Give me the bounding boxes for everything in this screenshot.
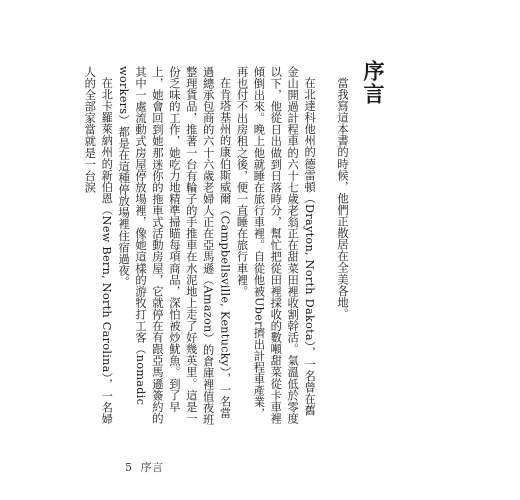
- paragraph-new-bern: 在北卡羅萊納州的新伯恩（New Bern, North Carolina），一名婦人的全部家當就是一台淚: [83, 66, 114, 425]
- chapter-title: 序言: [361, 60, 385, 106]
- page-number: 5: [125, 461, 133, 474]
- paragraph-campbellsville: 在肯塔基州的康伯斯威爾（Campbellsville, Kentucky），一名當過總承包商的六十六歲老婦人正在亞馬遜（Amazon）的倉庫裡值夜班整理貨品，推著一台有輪子的手推車在水泥地上走了好幾英里。這是一份乏味的工作，她吃力地精準掃瞄每項商品，深怕被炒魷魚。到了早上，她會回到她那迷你的拖車式活動房屋，它就停在有跟亞馬遜簽約的其中一處流動式房屋停放場裡，像她這樣的游牧打工客（nomadic workers）都是在這種停放場裡住宿過夜。: [117, 66, 232, 425]
- paragraph-intro: 當我寫這本書的時候，他們正散居在全美各地。: [336, 77, 349, 320]
- running-head: 序言: [140, 461, 164, 474]
- paragraph-drayton: 在北達科他州的德雷頓（Drayton, North Dakota），一名曾在舊金山開過計程車的六十七歲老翁正在甜菜田裡收割幹活。氣溫低於零度以下，他從日出做到日落時分，幫忙把從田裡採收的數噸甜菜從卡車裡傾倒出來。晚上他就睡在旅行車裡。自從他被Uber擠出計程車產業，再也付不出房租之後，便一直睡在旅行車裡。: [235, 66, 317, 425]
- body-text: [83, 66, 350, 426]
- page-footer: [125, 459, 172, 475]
